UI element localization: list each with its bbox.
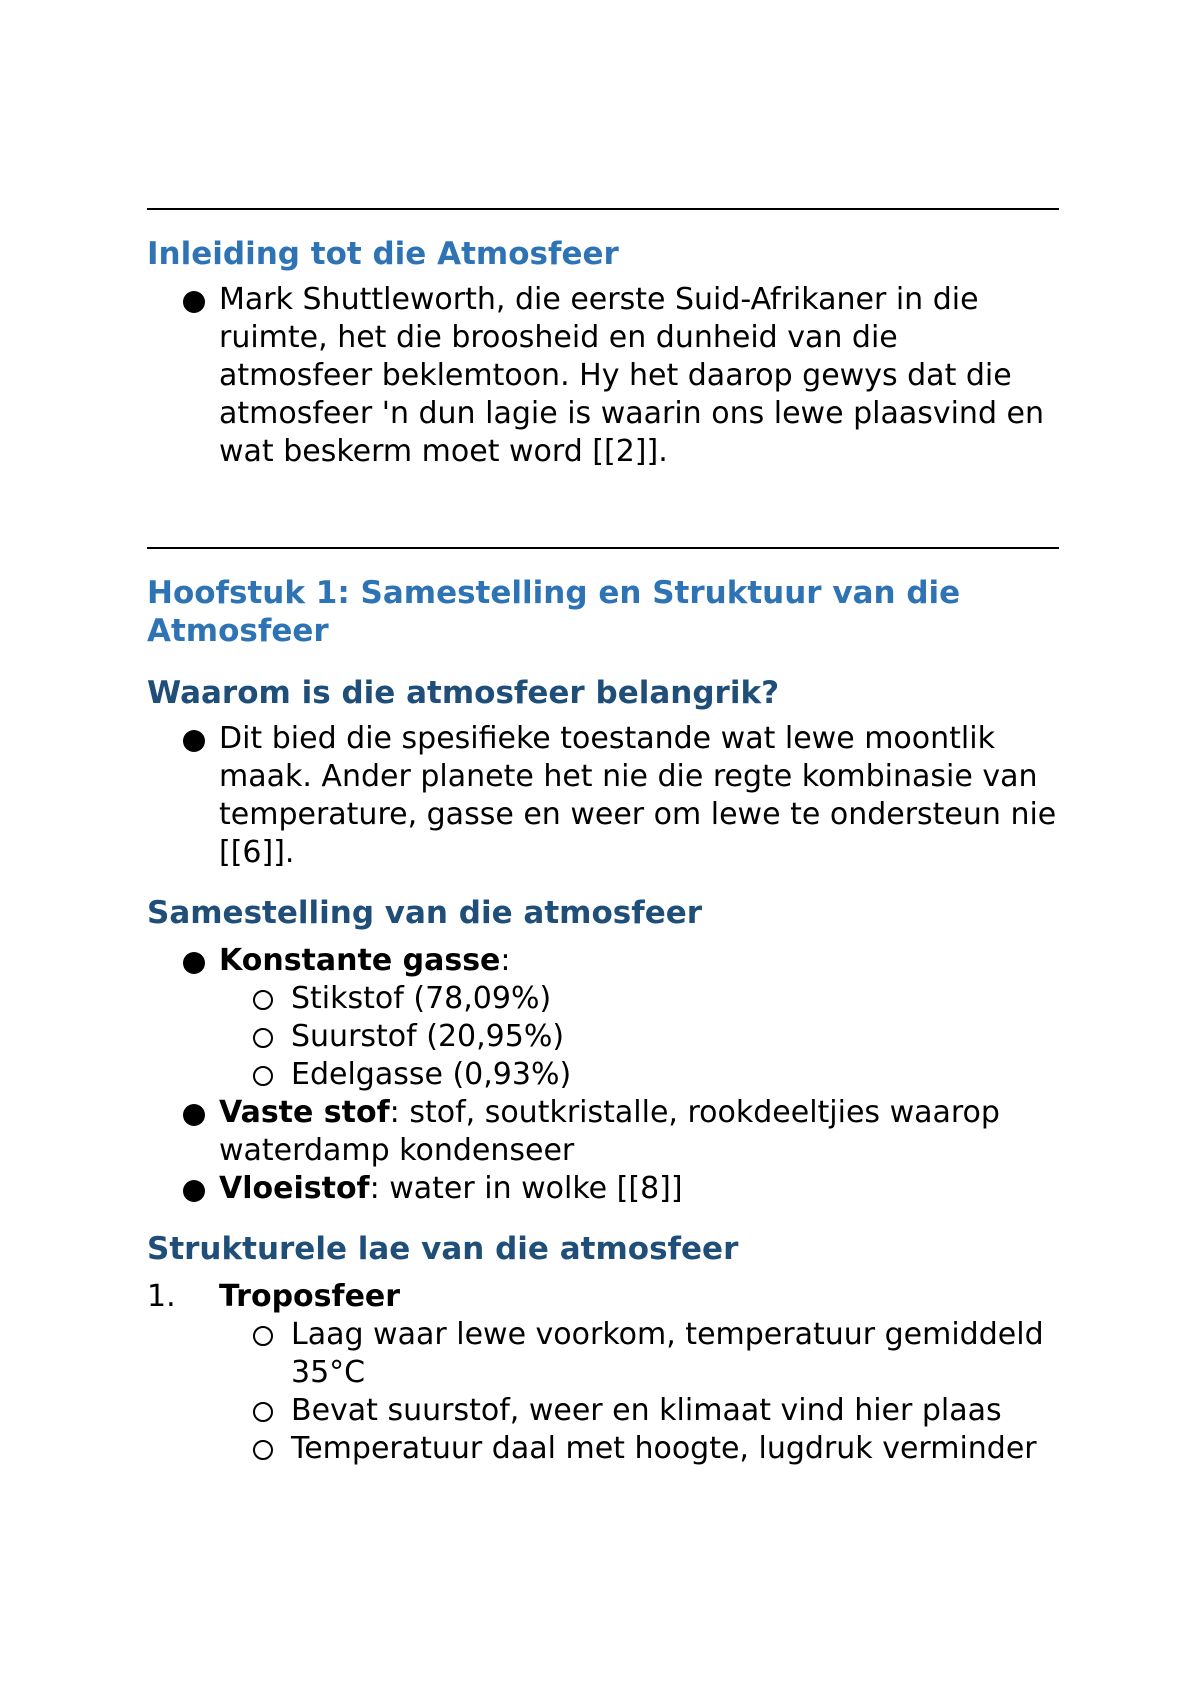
circle-bullet-icon: [253, 1066, 273, 1086]
chapter-heading: Hoofstuk 1: Samestelling en Struktuur van die Atmosfeer: [147, 575, 961, 649]
composition-item-text: : water in wolke [[8]]: [369, 1171, 683, 1206]
circle-bullet-icon: [253, 1326, 273, 1346]
sublist-item: [219, 1316, 1059, 1392]
circle-bullet-icon: [253, 1028, 273, 1048]
sublist-item: [219, 1018, 1059, 1056]
sublist-item: [219, 1392, 1059, 1430]
bullet-icon: [183, 730, 205, 752]
composition-heading: Samestelling van die atmosfeer: [147, 895, 703, 931]
list-item: [147, 720, 1059, 872]
list-number: 1.: [147, 1279, 176, 1314]
intro-heading: Inleiding tot die Atmosfeer: [147, 236, 619, 272]
layer-sublist: [219, 1316, 1059, 1468]
layers-list: [147, 1278, 1059, 1468]
list-item: [147, 942, 1059, 1094]
sublist-item: [219, 1056, 1059, 1094]
composition-item-label: Konstante gasse: [219, 943, 501, 978]
importance-bullet-text: Dit bied die spesifieke toestande wat lewe moontlik maak. Ander planete het nie die regte kombinasie van temperature, gasse en weer om lewe te ondersteun nie [[6]].: [219, 721, 1057, 870]
layers-heading: Strukturele lae van die atmosfeer: [147, 1231, 739, 1267]
intro-bullet-list: [147, 281, 1059, 471]
sublist-item-text: Suurstof (20,95%): [291, 1019, 565, 1054]
list-item: [147, 1094, 1059, 1170]
composition-item-text: : stof, soutkristalle, rookdeeltjies waarop waterdamp kondenseer: [219, 1095, 1000, 1168]
intro-bullet-text: Mark Shuttleworth, die eerste Suid-Afrikaner in die ruimte, het die broosheid en dunheid van die atmosfeer beklemtoon. Hy het daarop gewys dat die atmosfeer 'n dun lagie is waarin ons lewe plaasvind en wat beskerm moet word [[2]].: [219, 282, 1044, 469]
horizontal-rule: [147, 547, 1059, 549]
bullet-icon: [183, 1180, 205, 1202]
circle-bullet-icon: [253, 990, 273, 1010]
bullet-icon: [183, 291, 205, 313]
importance-bullet-list: [147, 720, 1059, 872]
document-page: [147, 208, 1059, 1468]
layer-name: Troposfeer: [219, 1279, 401, 1314]
sublist-item-text: Temperatuur daal met hoogte, lugdruk verminder: [291, 1431, 1037, 1466]
sublist-item: [219, 980, 1059, 1018]
gas-sublist: [219, 980, 1059, 1094]
sublist-item-text: Edelgasse (0,93%): [291, 1057, 572, 1092]
sublist-item-text: Laag waar lewe voorkom, temperatuur gemiddeld 35°C: [291, 1317, 1044, 1390]
sublist-item: [219, 1430, 1059, 1468]
composition-item-label: Vloeistof: [219, 1171, 370, 1206]
horizontal-rule: [147, 208, 1059, 210]
list-item: [147, 281, 1059, 471]
circle-bullet-icon: [253, 1440, 273, 1460]
list-item: [147, 1170, 1059, 1208]
sublist-item-text: Stikstof (78,09%): [291, 981, 552, 1016]
bullet-icon: [183, 1104, 205, 1126]
composition-item-label: Vaste stof: [219, 1095, 390, 1130]
numbered-list-item: [147, 1278, 1059, 1468]
composition-item-text: :: [500, 943, 511, 978]
composition-list: [147, 942, 1059, 1208]
bullet-icon: [183, 952, 205, 974]
sublist-item-text: Bevat suurstof, weer en klimaat vind hier plaas: [291, 1393, 1002, 1428]
importance-heading: Waarom is die atmosfeer belangrik?: [147, 675, 780, 711]
circle-bullet-icon: [253, 1402, 273, 1422]
